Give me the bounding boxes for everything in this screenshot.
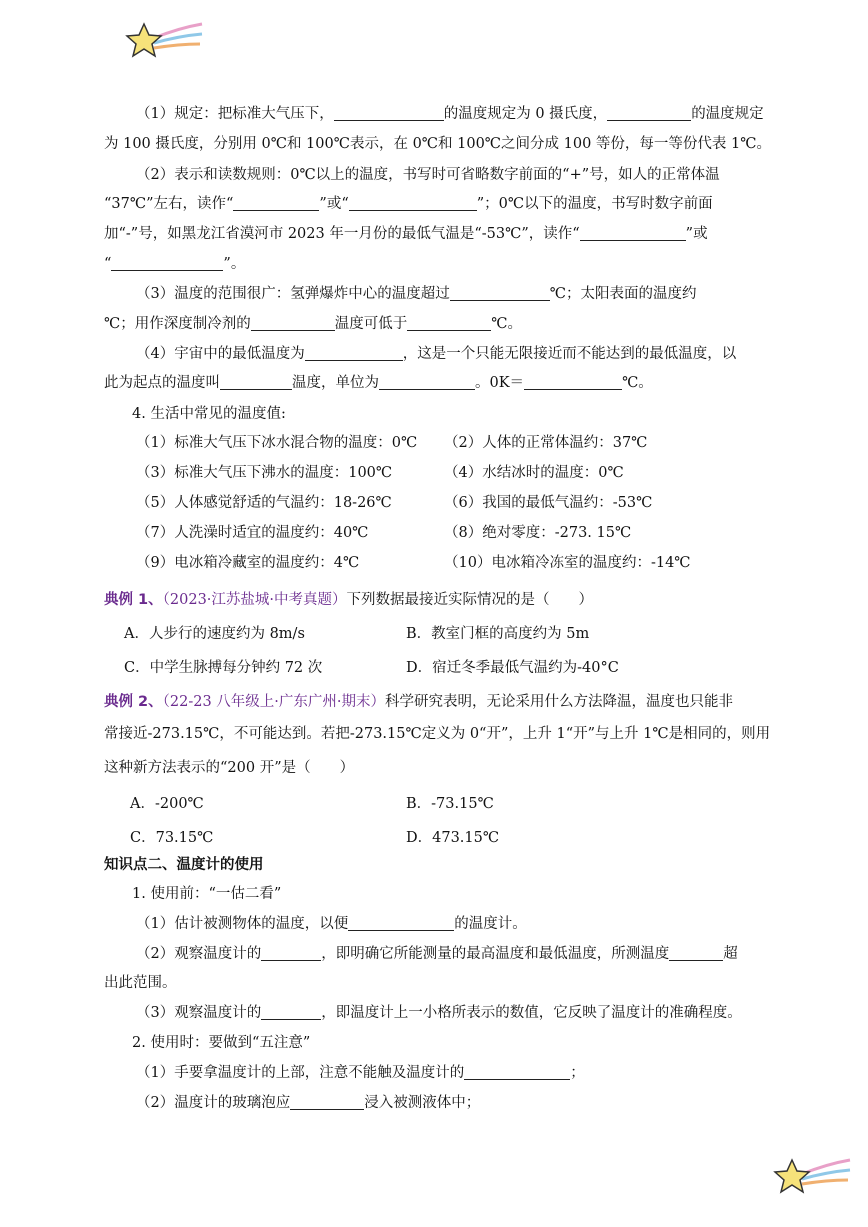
temp-item: （1）标准大气压下冰水混合物的温度：0℃ bbox=[136, 435, 418, 451]
example-1-option-a[interactable]: A．人步行的速度约为 8m/s bbox=[124, 626, 305, 642]
temp-item: （4）水结冰时的温度：0℃ bbox=[444, 465, 624, 481]
example-2-option-b[interactable]: B．-73.15℃ bbox=[406, 796, 494, 812]
before-use-item-1: （1）估计被测物体的温度，以便 的温度计。 bbox=[136, 916, 527, 932]
blank-lowest-temp[interactable] bbox=[305, 346, 403, 361]
blank-division[interactable] bbox=[261, 1005, 321, 1020]
temp-item: （10）电冰箱冷冻室的温度约：-14℃ bbox=[444, 555, 691, 571]
temperature-range-line1: （3）温度的范围很广：氢弹爆炸中心的温度超过 ℃；太阳表面的温度约 bbox=[136, 286, 697, 302]
temperature-range-line2: ℃；用作深度制冷剂的 温度可低于 ℃。 bbox=[104, 316, 522, 332]
before-use-item-3: （3）观察温度计的 ，即温度计上一小格所表示的数值，它反映了温度计的准确程度。 bbox=[136, 1005, 742, 1021]
example-1-stem: 典例 1、（2023·江苏盐城·中考真题）下列数据最接近实际情况的是（ ） bbox=[104, 592, 594, 608]
temp-item: （6）我国的最低气温约：-53℃ bbox=[444, 495, 653, 511]
blank-immerse[interactable] bbox=[290, 1095, 364, 1110]
example-2-stem-line2: 常接近-273.15℃，不可能达到。若把-273.15℃定义为 0“开”，上升 1“开”与上升 1℃是相同的，则用 bbox=[104, 726, 771, 742]
blank-unit[interactable] bbox=[379, 375, 475, 390]
blank-hbomb[interactable] bbox=[450, 286, 550, 301]
example-2-option-c[interactable]: C．73.15℃ bbox=[130, 830, 214, 846]
rule-definition-line1: （1）规定：把标准大气压下， 的温度规定为 0 摄氏度， 的温度规定 bbox=[136, 106, 764, 122]
example-1-option-c[interactable]: C．中学生脉搏每分钟约 72 次 bbox=[124, 660, 323, 676]
example-2-stem-line3: 这种新方法表示的“200 开”是（ ） bbox=[104, 760, 355, 776]
blank-thermo-temp[interactable] bbox=[220, 375, 292, 390]
reading-rules-line4: “ ”。 bbox=[104, 256, 246, 272]
blank-read-4[interactable] bbox=[111, 256, 223, 271]
shooting-star-icon bbox=[124, 18, 204, 64]
example-1-option-b[interactable]: B．教室门框的高度约为 5m bbox=[406, 626, 590, 642]
temp-item: （5）人体感觉舒适的气温约：18-26℃ bbox=[136, 495, 392, 511]
blank-exceed[interactable] bbox=[669, 946, 723, 961]
example-1-option-d[interactable]: D．宿迁冬季最低气温约为-40°C bbox=[406, 660, 619, 676]
blank-coolant-temp[interactable] bbox=[407, 316, 491, 331]
example-2-option-d[interactable]: D．473.15℃ bbox=[406, 830, 500, 846]
temp-item: （7）人洗澡时适宜的温度约：40℃ bbox=[136, 525, 369, 541]
blank-ice-water[interactable] bbox=[334, 106, 444, 121]
reading-rules-line3: 加“-”号，如黑龙江省漠河市 2023 年一月份的最低气温是“-53℃”，读作“ ”或 bbox=[104, 226, 708, 242]
blank-read-2[interactable] bbox=[349, 196, 477, 211]
during-use-item-1: （1）手要拿温度计的上部，注意不能触及温度计的 ； bbox=[136, 1065, 585, 1081]
reading-rules-line1: （2）表示和读数规则：0℃以上的温度，书写时可省略数字前面的“+”号，如人的正常体温 bbox=[136, 167, 720, 183]
before-use-item-2-line1: （2）观察温度计的 ，即明确它所能测量的最高温度和最低温度，所测温度 超 bbox=[136, 946, 738, 962]
during-use-heading: 2. 使用时：要做到“五注意” bbox=[132, 1035, 311, 1051]
temp-item: （3）标准大气压下沸水的温度：100℃ bbox=[136, 465, 393, 481]
before-use-item-2-line2: 出此范围。 bbox=[104, 975, 177, 991]
blank-read-1[interactable] bbox=[233, 196, 319, 211]
blank-0k[interactable] bbox=[524, 375, 622, 390]
example-2-option-a[interactable]: A．-200℃ bbox=[130, 796, 204, 812]
example-2-stem-line1: 典例 2、（22-23 八年级上·广东广州·期末）科学研究表明，无论采用什么方法降温，温度也只能非 bbox=[104, 694, 734, 710]
absolute-zero-line1: （4）宇宙中的最低温度为 ，这是一个只能无限接近而不能达到的最低温度，以 bbox=[136, 346, 737, 362]
absolute-zero-line2: 此为起点的温度叫 温度，单位为 。0K＝ ℃。 bbox=[104, 375, 653, 391]
common-temps-heading: 4. 生活中常见的温度值: bbox=[132, 406, 286, 422]
blank-read-3[interactable] bbox=[580, 226, 686, 241]
blank-choose[interactable] bbox=[348, 916, 454, 931]
blank-range[interactable] bbox=[261, 946, 321, 961]
temp-item: （8）绝对零度：-273. 15℃ bbox=[444, 525, 632, 541]
temp-item: （2）人体的正常体温约：37℃ bbox=[444, 435, 648, 451]
reading-rules-line2: “37℃”左右，读作“ ”或“ ”；0℃以下的温度，书写时数字前面 bbox=[104, 196, 713, 212]
blank-coolant[interactable] bbox=[251, 316, 335, 331]
shooting-star-icon bbox=[772, 1154, 852, 1200]
blank-boiling-water[interactable] bbox=[607, 106, 691, 121]
temp-item: （9）电冰箱冷藏室的温度约：4℃ bbox=[136, 555, 360, 571]
blank-bulb[interactable] bbox=[464, 1065, 570, 1080]
during-use-item-2: （2）温度计的玻璃泡应 浸入被测液体中； bbox=[136, 1095, 481, 1111]
section-title: 知识点二、温度计的使用 bbox=[104, 857, 264, 873]
before-use-heading: 1. 使用前：“一估二看” bbox=[132, 886, 282, 902]
rule-definition-line2: 为 100 摄氏度，分别用 0℃和 100℃表示，在 0℃和 100℃之间分成 100 等份，每一等份代表 1℃。 bbox=[104, 136, 771, 152]
